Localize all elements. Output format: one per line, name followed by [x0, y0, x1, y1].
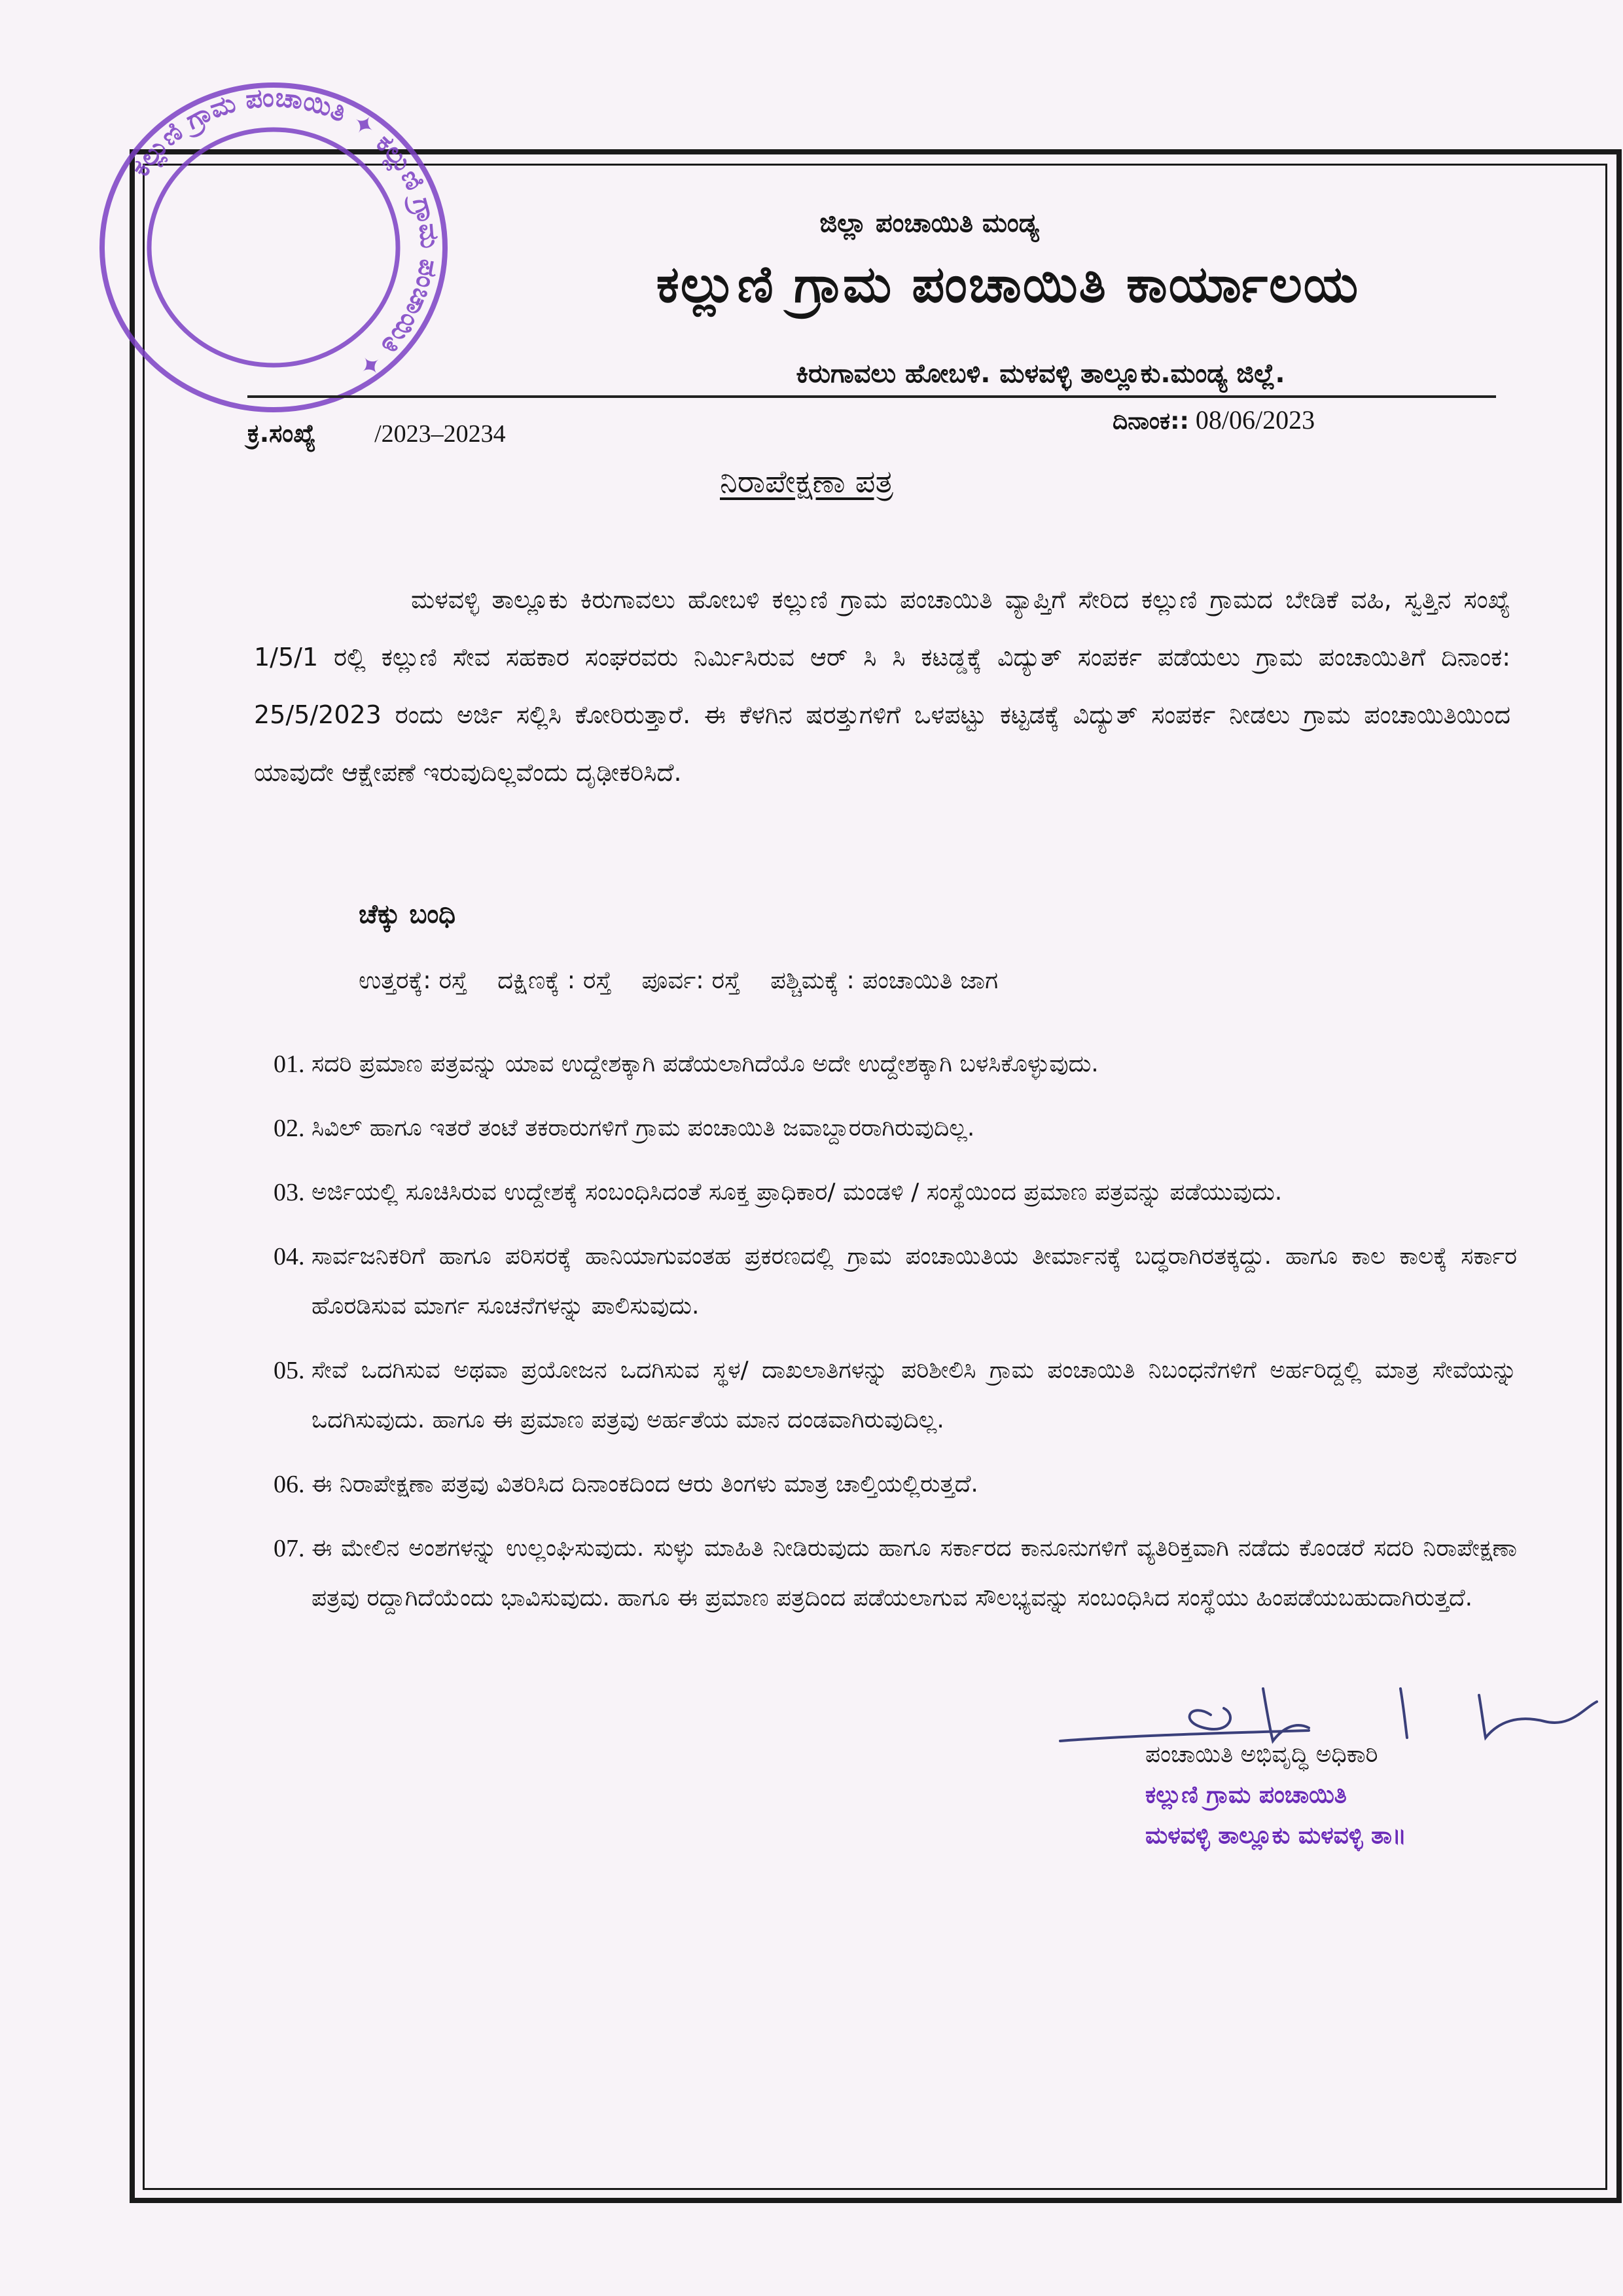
condition-item	[274, 1524, 1517, 1623]
office-address: ಕಿರುಗಾವಲು ಹೋಬಳಿ. ಮಳವಳ್ಳಿ ತಾಲ್ಲೂಕು.ಮಂಡ್ಯ ಜಿಲ್ಲೆ.	[796, 359, 1285, 389]
header-divider	[247, 395, 1496, 398]
condition-text: ಈ ಮೇಲಿನ ಅಂಶಗಳನ್ನು ಉಲ್ಲಂಘಿಸುವುದು. ಸುಳ್ಳು ಮಾಹಿತಿ ನೀಡಿರುವುದು ಹಾಗೂ ಸರ್ಕಾರದ ಕಾನೂನುಗಳಿಗೆ ವ್ಯತಿರಿಕ್ತವಾಗಿ ನಡೆದು ಕೊಂಡರೆ ಸದರಿ ನಿರಾಪೇಕ್ಷಣಾ ಪತ್ರವು ರದ್ದಾಗಿದೆಯೆಂದು ಭಾವಿಸುವುದು. ಹಾಗೂ ಈ ಪ್ರಮಾಣ ಪತ್ರದಿಂದ ಪಡೆಯಲಾಗುವ ಸೌಲಭ್ಯವನ್ನು ಸಂಬಂಧಿಸಿದ ಸಂಸ್ಥೆಯು ಹಿಂಪಡೆಯಬಹುದಾಗಿರುತ್ತದೆ.	[312, 1535, 1517, 1611]
condition-number: 06.	[274, 1471, 305, 1498]
boundary-heading: ಚೆಕ್ಕು ಬಂಧಿ	[359, 899, 456, 929]
boundary-south: ದಕ್ಷಿಣಕ್ಕೆ : ರಸ್ತೆ	[497, 966, 612, 994]
body-paragraph: ಮಳವಳ್ಳಿ ತಾಲ್ಲೂಕು ಕಿರುಗಾವಲು ಹೋಬಳಿ ಕಲ್ಲುಣಿ ಗ್ರಾಮ ಪಂಚಾಯಿತಿ ವ್ಯಾಪ್ತಿಗೆ ಸೇರಿದ ಕಲ್ಲುಣಿ ಗ್ರಾಮದ ಬೇಡಿಕೆ ವಹಿ, ಸ್ವತ್ತಿನ ಸಂಖ್ಯೆ 1/5/1 ರಲ್ಲಿ ಕಲ್ಲುಣಿ ಸೇವ ಸಹಕಾರ ಸಂಘರವರು ನಿರ್ಮಿಸಿರುವ ಆರ್ ಸಿ ಸಿ ಕಟಡ್ಡಕ್ಕೆ ವಿದ್ಯುತ್ ಸಂಪರ್ಕ ಪಡೆಯಲು ಗ್ರಾಮ ಪಂಚಾಯಿತಿಗೆ ದಿನಾಂಕ: 25/5/2023 ರಂದು ಅರ್ಜಿ ಸಲ್ಲಿಸಿ ಕೋರಿರುತ್ತಾರೆ. ಈ ಕೆಳಗಿನ ಷರತ್ತುಗಳಿಗೆ ಒಳಪಟ್ಟು ಕಟ್ಟಡಕ್ಕೆ ವಿದ್ಯುತ್ ಸಂಪರ್ಕ ನೀಡಲು ಗ್ರಾಮ ಪಂಚಾಯಿತಿಯಿಂದ ಯಾವುದೇ ಆಕ್ಷೇಪಣೆ ಇರುವುದಿಲ್ಲವೆಂದು ದೃಢೀಕರಿಸಿದೆ.	[254, 585, 1510, 787]
conditions-list	[274, 1039, 1517, 1638]
svg-text:ಕಲ್ಲುಣಿ ಗ್ರಾಮ ಪಂಚಾಯಿತಿ ✦ ಕಲ್ಲು: ಕಲ್ಲುಣಿ ಗ್ರಾಮ ಪಂಚಾಯಿತಿ ✦ ಕಲ್ಲುಣಿ ಗ್ರಾಮ ಪಂಚಾಯಿತಿ ✦	[125, 82, 445, 384]
date-label: ದಿನಾಂಕ::	[1113, 408, 1189, 435]
condition-item	[274, 1039, 1517, 1089]
issue-date	[1113, 404, 1315, 435]
condition-item	[274, 1460, 1517, 1509]
boundary-details	[359, 966, 1020, 995]
signatory-taluk: ಮಳವಳ್ಳಿ ತಾಲ್ಲೂಕು ಮಳವಳ್ಳಿ ತಾ॥	[1145, 1822, 1406, 1849]
document-title: ನಿರಾಪೇಕ್ಷಣಾ ಪತ್ರ	[720, 463, 894, 500]
date-value: 08/06/2023	[1195, 405, 1315, 435]
reference-number	[247, 419, 506, 448]
condition-item	[274, 1346, 1517, 1445]
signatory-designation: ಪಂಚಾಯಿತಿ ಅಭಿವೃದ್ಧಿ ಅಧಿಕಾರಿ	[1145, 1741, 1378, 1768]
condition-number: 07.	[274, 1535, 305, 1562]
condition-item	[274, 1103, 1517, 1153]
condition-text: ಸಿವಿಲ್ ಹಾಗೂ ಇತರೆ ತಂಟೆ ತಕರಾರುಗಳಿಗೆ ಗ್ರಾಮ ಪಂಚಾಯಿತಿ ಜವಾಬ್ದಾರರಾಗಿರುವುದಿಲ್ಲ.	[312, 1115, 975, 1141]
condition-item	[274, 1232, 1517, 1331]
reference-value: /2023–20234	[374, 420, 506, 448]
condition-number: 01.	[274, 1050, 305, 1078]
condition-text: ಸಾರ್ವಜನಿಕರಿಗೆ ಹಾಗೂ ಪರಿಸರಕ್ಕೆ ಹಾನಿಯಾಗುವಂತಹ ಪ್ರಕರಣದಲ್ಲಿ ಗ್ರಾಮ ಪಂಚಾಯಿತಿಯ ತೀರ್ಮಾನಕ್ಕೆ ಬದ್ಧರಾಗಿರತಕ್ಕದ್ದು. ಹಾಗೂ ಕಾಲ ಕಾಲಕ್ಕೆ ಸರ್ಕಾರ ಹೊರಡಿಸುವ ಮಾರ್ಗ ಸೂಚನೆಗಳನ್ನು ಪಾಲಿಸುವುದು.	[312, 1243, 1517, 1319]
condition-text: ಈ ನಿರಾಪೇಕ್ಷಣಾ ಪತ್ರವು ವಿತರಿಸಿದ ದಿನಾಂಕದಿಂದ ಆರು ತಿಂಗಳು ಮಾತ್ರ ಚಾಲ್ತಿಯಲ್ಲಿರುತ್ತದೆ.	[312, 1471, 978, 1498]
signatory-office: ಕಲ್ಲುಣಿ ಗ್ರಾಮ ಪಂಚಾಯಿತಿ	[1145, 1782, 1347, 1808]
signatory-block	[1145, 1734, 1406, 1856]
condition-item	[274, 1168, 1517, 1217]
zilla-panchayat-heading: ಜಿಲ್ಲಾ ಪಂಚಾಯಿತಿ ಮಂಡ್ಯ	[819, 208, 1039, 238]
condition-text: ಸೇವೆ ಒದಗಿಸುವ ಅಥವಾ ಪ್ರಯೋಜನ ಒದಗಿಸುವ ಸ್ಥಳ/ ದಾಖಲಾತಿಗಳನ್ನು ಪರಿಶೀಲಿಸಿ ಗ್ರಾಮ ಪಂಚಾಯಿತಿ ನಿಬಂಧನೆಗಳಿಗೆ ಅರ್ಹರಿದ್ದಲ್ಲಿ ಮಾತ್ರ ಸೇವೆಯನ್ನು ಒದಗಿಸುವುದು. ಹಾಗೂ ಈ ಪ್ರಮಾಣ ಪತ್ರವು ಅರ್ಹತೆಯ ಮಾನ ದಂಡವಾಗಿರುವುದಿಲ್ಲ.	[312, 1357, 1517, 1433]
boundary-west: ಪಶ್ಚಿಮಕ್ಕೆ : ಪಂಚಾಯಿತಿ ಜಾಗ	[770, 966, 999, 994]
condition-number: 04.	[274, 1243, 305, 1270]
condition-number: 03.	[274, 1179, 305, 1206]
boundary-east: ಪೂರ್ವ: ರಸ್ತೆ	[641, 966, 741, 994]
reference-label: ಕ್ರ.ಸಂಖ್ಯೆ	[247, 419, 316, 448]
office-name-heading: ಕಲ್ಲುಣಿ ಗ್ರಾಮ ಪಂಚಾಯಿತಿ ಕಾರ್ಯಾಲಯ	[656, 255, 1360, 314]
condition-text: ಅರ್ಜಿಯಲ್ಲಿ ಸೂಚಿಸಿರುವ ಉದ್ದೇಶಕ್ಕೆ ಸಂಬಂಧಿಸಿದಂತೆ ಸೂಕ್ತ ಪ್ರಾಧಿಕಾರ/ ಮಂಡಳಿ / ಸಂಸ್ಥೆಯಿಂದ ಪ್ರಮಾಣ ಪತ್ರವನ್ನು ಪಡೆಯುವುದು.	[312, 1179, 1283, 1206]
condition-number: 05.	[274, 1357, 305, 1384]
condition-text: ಸದರಿ ಪ್ರಮಾಣ ಪತ್ರವನ್ನು ಯಾವ ಉದ್ದೇಶಕ್ಕಾಗಿ ಪಡೆಯಲಾಗಿದೆಯೊ ಅದೇ ಉದ್ದೇಶಕ್ಕಾಗಿ ಬಳಸಿಕೊಳ್ಳುವುದು.	[312, 1050, 1099, 1077]
condition-number: 02.	[274, 1115, 305, 1142]
boundary-north: ಉತ್ತರಕ್ಕೆ: ರಸ್ತೆ	[359, 966, 468, 994]
